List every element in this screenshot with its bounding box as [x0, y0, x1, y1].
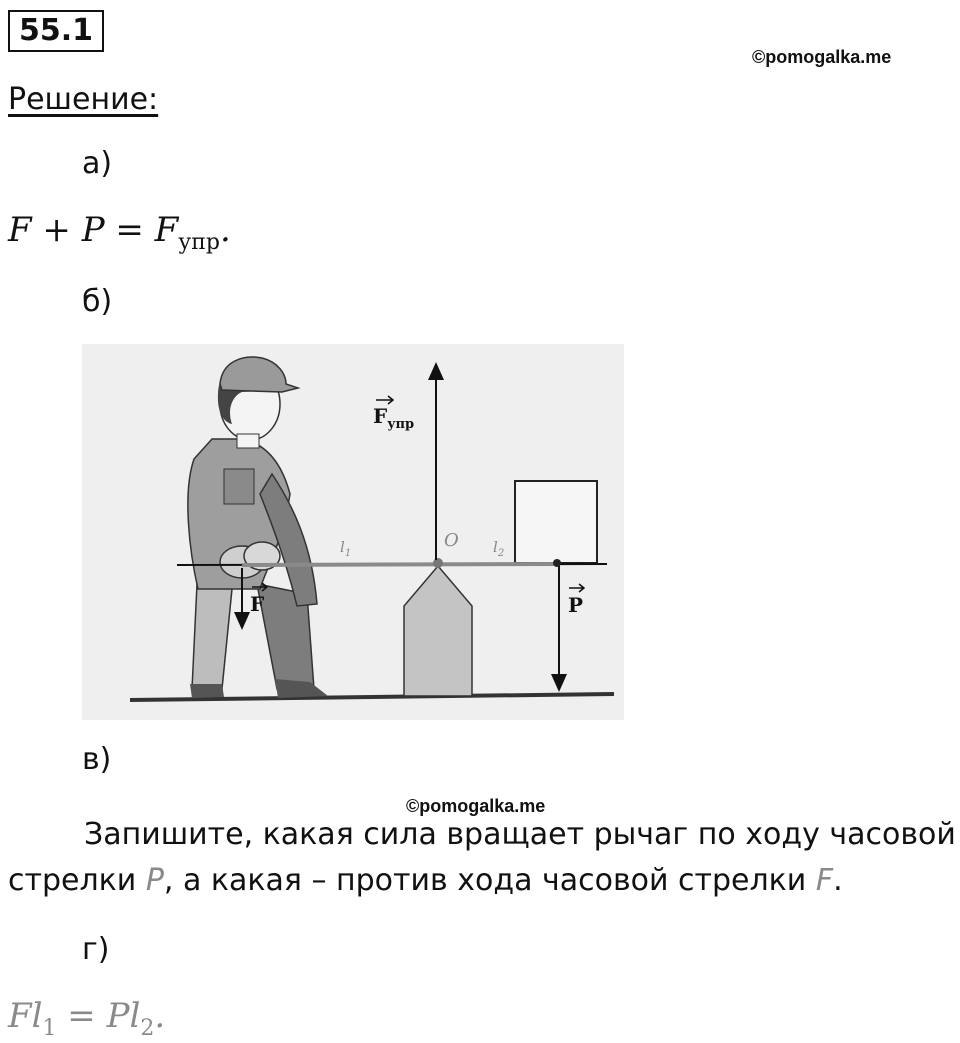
load-box [515, 481, 597, 563]
pivot-label: O [444, 530, 459, 551]
force-f: F [815, 863, 834, 898]
part-g-label: г) [82, 932, 110, 967]
lever-illustration [82, 344, 624, 720]
formula-main: F + P = F [8, 210, 179, 250]
f-upr-sub: упр [387, 417, 415, 432]
worker-figure [188, 357, 328, 698]
lever-figure [82, 344, 624, 720]
f-upr-letter: F [373, 404, 388, 428]
solution-heading: Решение: [8, 82, 159, 117]
l2-letter: l [493, 538, 498, 556]
pivot-point [433, 558, 443, 568]
formula-end-g: . [154, 996, 166, 1036]
part-v-text-3: . [833, 863, 843, 898]
part-v-label: в) [82, 742, 112, 777]
task-number: 55.1 [8, 10, 104, 52]
load-point [553, 559, 561, 567]
part-a-formula [8, 210, 231, 255]
formula-f: Fl [8, 996, 43, 1036]
l1-label [340, 538, 351, 559]
l1-sub: 1 [344, 548, 352, 559]
part-v-text-2: , а какая – против хода часовой стрелки [163, 863, 816, 898]
formula-sub-1: 1 [42, 1015, 57, 1041]
lever-arms [242, 564, 557, 565]
part-a-label: а) [82, 146, 113, 181]
l1-letter: l [340, 538, 345, 556]
formula-sub-2: 2 [140, 1015, 155, 1041]
fulcrum-support [404, 566, 472, 696]
part-v-text-1: Запишите, какая сила вращает рычаг по ходу часовой стрелки [8, 817, 956, 898]
part-g-formula [8, 996, 165, 1041]
f-label: F [250, 592, 265, 616]
watermark-top: ©pomogalka.me [752, 47, 892, 67]
formula-end: . [219, 210, 231, 250]
watermark-middle: ©pomogalka.me [406, 796, 546, 816]
part-b-label: б) [82, 284, 113, 319]
force-p: P [145, 863, 164, 898]
part-v-text [8, 812, 958, 904]
p-label: P [568, 593, 584, 617]
formula-mid: = Pl [56, 996, 141, 1036]
l2-sub: 2 [497, 548, 505, 559]
l2-label [493, 538, 504, 559]
f-upr-label [373, 404, 414, 432]
formula-sub: упр [178, 229, 220, 255]
